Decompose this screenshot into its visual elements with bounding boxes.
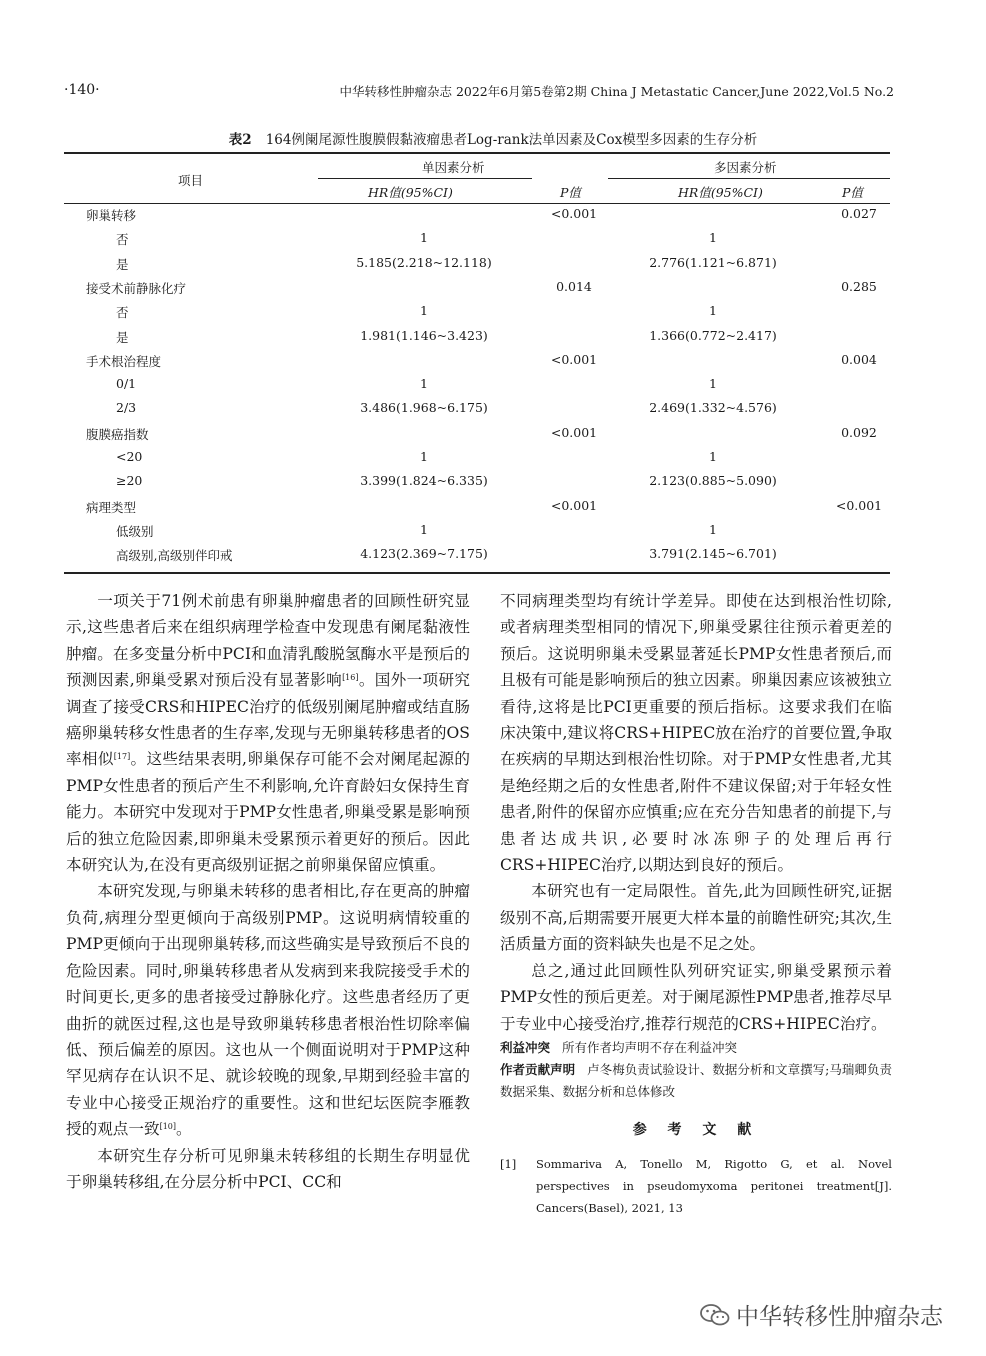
row-label: 高级别,高级别伴印戒 [116, 548, 233, 564]
table-row [64, 498, 890, 522]
hr-univariate: 3.399(1.824~6.335) [360, 473, 488, 489]
hr-multivariate: 1 [709, 230, 717, 246]
paragraph-3: 本研究生存分析可见卵巢未转移组的长期生存明显优于卵巢转移组,在分层分析中PCI、CC和 [66, 1146, 470, 1191]
p-multivariate: 0.092 [841, 424, 877, 440]
citation-17: [17] [113, 752, 131, 762]
table-row [64, 255, 890, 279]
hr-multivariate: 1 [709, 303, 717, 319]
table-caption [0, 128, 986, 148]
references-heading: 参 考 文 献 [632, 1121, 760, 1138]
hr-univariate: 1 [420, 449, 428, 464]
row-label: 是 [116, 329, 129, 345]
hr-univariate: 1 [420, 303, 428, 319]
table-row [64, 425, 890, 449]
p-univariate: <0.001 [550, 351, 598, 367]
p-multivariate: 0.004 [841, 351, 877, 367]
hr-multivariate: 2.776(1.121~6.871) [649, 254, 777, 270]
table-row [64, 449, 890, 473]
row-label: 腹膜癌指数 [86, 426, 149, 442]
table-row [64, 546, 890, 570]
col-header-p-uni: P值 [560, 185, 581, 200]
table-row [64, 400, 890, 424]
hr-multivariate: 2.123(0.885~5.090) [649, 473, 777, 489]
table-row [64, 376, 890, 400]
hr-multivariate: 1.366(0.772~2.417) [649, 327, 777, 343]
row-label: 是 [116, 256, 129, 272]
table-row [64, 206, 890, 230]
hr-univariate: 3.486(1.968~6.175) [360, 400, 488, 416]
table-row [64, 522, 890, 546]
wechat-icon [700, 1303, 730, 1327]
col-header-hr-multi: HR值(95%CI) [678, 185, 763, 200]
p-univariate: <0.001 [550, 424, 598, 440]
row-label: <20 [116, 449, 143, 464]
hr-multivariate: 3.791(2.145~6.701) [649, 546, 777, 562]
hr-univariate: 5.185(2.218~12.118) [356, 254, 492, 270]
table-caption-text: 164例阑尾源性腹膜假黏液瘤患者Log-rank法单因素及Cox模型多因素的生存分析 [265, 132, 758, 148]
paragraph-3-continued: 不同病理类型均有统计学差异。即使在达到根治性切除,或者病理类型相同的情况下,卵巢受累往往预示着更差的预后。这说明卵巢未受累显著延长PMP女性患者预后,而且极有可能是影响预后的独立因素。卵巢因素应该被独立看待,这将是比PCI更重要的预后指标。这要求我们在临床决策中,建议将CRS+HIPEC放在治疗的首要位置,争取在疾病的早期达到根治性切除。对于PMP女性患者,尤其是绝经期之后的女性患者,附件不建议保留;对于年轻女性患者,附件的保留亦应慎重;应在充分告知患者的前提下,与患者达成共识,必要时冰冻卵子的处理后再行CRS+HIPEC治疗,以期达到良好的预后。 [500, 592, 892, 875]
body-column-left [66, 588, 470, 1195]
watermark-text: 中华转移性肿瘤杂志 [736, 1304, 943, 1330]
running-title: 中华转移性肿瘤杂志 2022年6月第5卷第2期 China J Metastatic Cancer,June 2022,Vol.5 No.2 [339, 84, 894, 99]
journal-watermark [700, 1298, 943, 1328]
page-number: ·140· [64, 82, 100, 98]
p-multivariate: 0.285 [841, 278, 877, 294]
conflict-of-interest: 利益冲突 所有作者均声明不存在利益冲突 [500, 1039, 738, 1055]
row-label: 否 [116, 232, 129, 248]
table-label: 表2 [228, 132, 252, 148]
row-label: 病理类型 [86, 499, 137, 515]
paragraph-1: 一项关于71例术前患有卵巢肿瘤患者的回顾性研究显示,这些患者后来在组织病理学检查中发现患有阑尾黏液性肿瘤。在多变量分析中PCI和血清乳酸脱氢酶水平是预后的预测因素,卵巢受累对预后没有显著影响[16]。国外一项研究调查了接受CRS和HIPEC治疗的低级别阑尾肿瘤或结直肠癌卵巢转移女性患者的生存率,发现与无卵巢转移患者的OS率相似[17]。这些结果表明,卵巢保存可能不会对阑尾起源的PMP女性患者的预后产生不利影响,允许育龄妇女保持生育能力。本研究中发现对于PMP女性患者,卵巢受累是影响预后的独立危险因素,即卵巢未受累预示着更好的预后。因此本研究认为,在没有更高级别证据之前卵巢保留应慎重。 [66, 592, 470, 875]
row-label: ≥20 [116, 473, 143, 489]
hr-multivariate: 1 [709, 521, 717, 537]
table-row [64, 279, 890, 303]
row-label: 低级别 [116, 523, 154, 539]
row-label: 手术根治程度 [86, 353, 162, 369]
col-header-p-multi: P值 [842, 185, 863, 200]
col-header-item: 项目 [178, 173, 204, 188]
hr-multivariate: 1 [709, 376, 717, 392]
reference-text: Sommariva A, Tonello M, Rigotto G, et al. Novel perspectives in pseudomyxoma peritonei treatment[J]. Cancers(Basel), 2021, 13 [536, 1157, 892, 1216]
page-header [64, 82, 894, 102]
paragraph-5: 总之,通过此回顾性队列研究证实,卵巢受累预示着PMP女性的预后更差。对于阑尾源性PMP患者,推荐尽早于专业中心接受治疗,推荐行规范的CRS+HIPEC治疗。 [500, 961, 892, 1033]
p-multivariate: <0.001 [835, 497, 883, 513]
table-row [64, 303, 890, 327]
row-label: 0/1 [116, 376, 137, 392]
author-contributions: 作者贡献声明 卢冬梅负责试验设计、数据分析和文章撰写;马瑞卿负责数据采集、数据分析和总体修改 [500, 1061, 892, 1099]
col-header-hr-uni: HR值(95%CI) [368, 185, 453, 200]
p-univariate: 0.014 [556, 278, 592, 294]
reference-item [500, 1153, 892, 1219]
p-univariate: <0.001 [550, 497, 598, 513]
p-univariate: <0.001 [550, 206, 598, 221]
reference-number: [1] [500, 1157, 517, 1172]
paragraph-2: 本研究发现,与卵巢未转移的患者相比,存在更高的肿瘤负荷,病理分型更倾向于高级别PMP。这说明病情较重的PMP更倾向于出现卵巢转移,而这些确实是导致预后不良的危险因素。同时,卵巢转移患者从发病到来我院接受手术的时间更长,更多的患者接受过静脉化疗。这些患者经历了更曲折的就医过程,这也是导致卵巢转移患者根治性切除率偏低、预后偏差的原因。这也从一个侧面说明对于PMP这种罕见病存在认识不足、就诊较晚的现象,早期到经验丰富的专业中心接受正规治疗的重要性。这和世纪坛医院李雁教授的观点一致[10]。 [66, 882, 470, 1139]
body-column-right [500, 588, 892, 1219]
citation-16: [16] [342, 673, 359, 683]
survival-table [64, 153, 890, 573]
table-row [64, 352, 890, 376]
table-row [64, 230, 890, 254]
table-row [64, 328, 890, 352]
col-group-univariate: 单因素分析 [422, 160, 485, 175]
hr-univariate: 1 [420, 376, 428, 392]
col-group-multivariate: 多因素分析 [714, 160, 777, 175]
row-label: 2/3 [116, 400, 137, 416]
hr-univariate: 4.123(2.369~7.175) [360, 546, 488, 562]
hr-multivariate: 1 [709, 449, 717, 464]
row-label: 卵巢转移 [86, 208, 137, 223]
hr-univariate: 1 [420, 521, 428, 537]
hr-univariate: 1.981(1.146~3.423) [360, 327, 488, 343]
hr-multivariate: 2.469(1.332~4.576) [649, 400, 777, 416]
row-label: 否 [116, 305, 129, 321]
p-multivariate: 0.027 [841, 206, 877, 221]
citation-10: [10] [159, 1122, 176, 1132]
paragraph-4: 本研究也有一定局限性。首先,此为回顾性研究,证据级别不高,后期需要开展更大样本量的前瞻性研究;其次,生活质量方面的资料缺失也是不足之处。 [500, 882, 892, 954]
reference-list [500, 1153, 892, 1219]
hr-univariate: 1 [420, 230, 428, 246]
table-row [64, 473, 890, 497]
row-label: 接受术前静脉化疗 [86, 280, 187, 296]
